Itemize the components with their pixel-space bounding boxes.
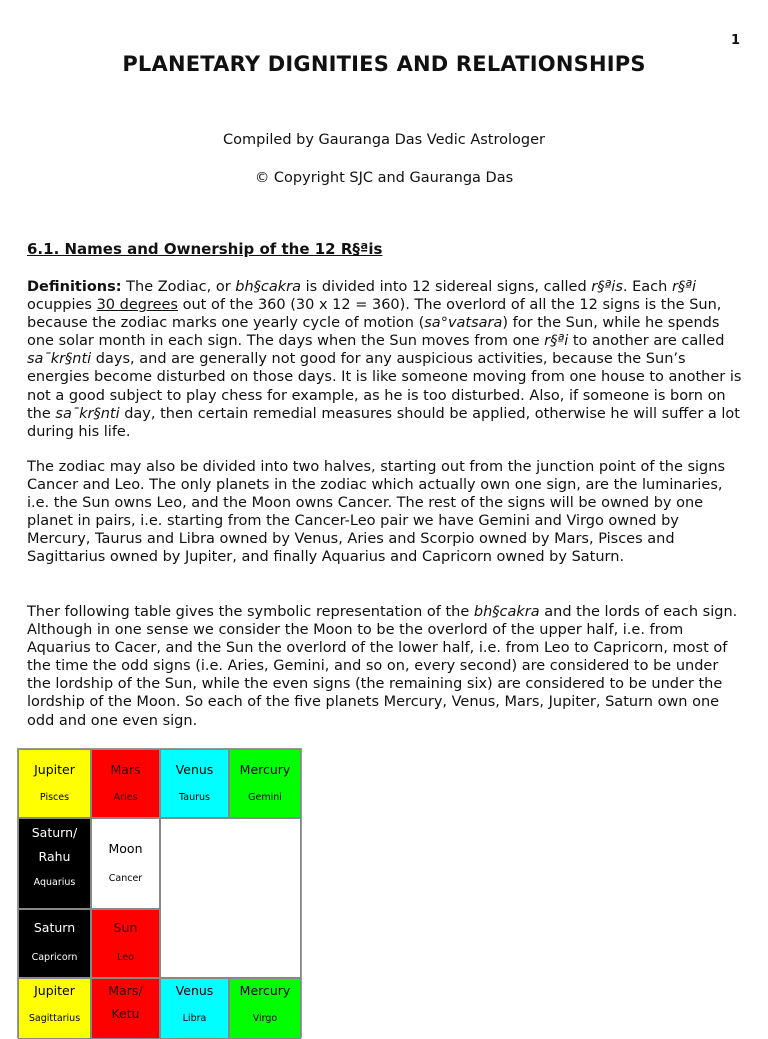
cell-sign: Virgo [252, 1013, 278, 1024]
cell-sign: Leo [117, 952, 134, 963]
cell-planet: Venus [175, 983, 214, 998]
cell-sign: Taurus [179, 792, 210, 803]
p1-text: out of the 360 (30 x 12 = 360). The overlord of all the 12 signs is the Sun, because the zodiac marks one yearly cycle of motion ( [27, 297, 722, 332]
cell-sign: Gemini [248, 792, 282, 803]
zodiac-cell-scorpio [91, 978, 160, 1039]
underlined-30-degrees: 30 degrees [96, 297, 178, 314]
p1-text: is divided into 12 sidereal signs, called [301, 279, 592, 295]
zodiac-cell-capricorn [18, 909, 91, 978]
cell-planet-line2: Rahu [38, 849, 71, 864]
cell-planet-line1: Saturn/ [31, 825, 78, 840]
document-title: PLANETARY DIGNITIES AND RELATIONSHIPS [122, 52, 646, 76]
cell-sign: Aries [113, 792, 138, 803]
p1-text: ) for the Sun, while he spends one solar month in each sign. The days when the Sun moves from one [27, 315, 720, 350]
zodiac-cell-libra [160, 978, 229, 1039]
page-number: 1 [731, 33, 741, 48]
term-rasis: r§ªis [591, 279, 623, 295]
definitions-label: Definitions: [27, 279, 122, 295]
zodiac-center-area [160, 818, 301, 978]
table-intro-paragraph [27, 603, 743, 730]
term-samvatsara: sa°vatsara [424, 315, 503, 332]
cell-planet: Jupiter [34, 762, 75, 777]
term-bhacakra: bh§cakra [235, 279, 302, 295]
cell-sign: Capricorn [31, 952, 78, 963]
zodiac-cell-taurus [160, 749, 229, 818]
zodiac-cell-leo [91, 909, 160, 978]
copyright-line: © Copyright SJC and Gauranga Das [254, 170, 514, 186]
zodiac-halves-paragraph: The zodiac may also be divided into two halves, starting out from the junction point of the signs Cancer and Leo. The only planets in the zodiac which actually own one sign, are the luminaries, i.e. the Sun owns Leo, and the Moon owns Cancer. The rest of the signs will be owned by one planet in pairs, i.e. starting from the Cancer-Leo pair we have Gemini and Virgo owned by Mercury, Taurus and Libra owned by Venus, Aries and Scorpio owned by Mars, Pisces and Sagittarius owned by Jupiter, and finally Aquarius and Capricorn owned by Saturn. [27, 459, 726, 566]
zodiac-cell-cancer [91, 818, 160, 909]
term-sankranti: sa¯kr§nti [55, 405, 120, 422]
term-sankranti: sa¯kr§nti [27, 351, 92, 368]
cell-sign: Pisces [39, 792, 70, 803]
cell-planet-line2: Ketu [111, 1006, 140, 1021]
section-heading: 6.1. Names and Ownership of the 12 R§ªis [27, 240, 383, 258]
zodiac-cell-sagittarius [18, 978, 91, 1039]
zodiac-cell-virgo [229, 978, 301, 1039]
cell-planet: Saturn [33, 920, 76, 935]
cell-planet: Jupiter [34, 983, 75, 998]
cell-planet: Sun [113, 920, 138, 935]
p3-text: Ther following table gives the symbolic representation of the [27, 604, 474, 620]
term-bhacakra: bh§cakra [473, 604, 540, 620]
p1-text: days, and are generally not good for any auspicious activities, because the Sun’s energies become disturbed on those days. It is like someone moving from one house to another is not a good subject to play chess for example, as he is too disturbed. Also, if someone is born on the [27, 351, 742, 422]
cell-planet: Mercury [239, 762, 291, 777]
definitions-paragraph [27, 278, 743, 441]
p1-text: . Each [622, 279, 672, 295]
p1-text: ocuppies [27, 297, 97, 314]
term-rasi: r§ªi [544, 333, 569, 350]
zodiac-cell-gemini [229, 749, 301, 818]
zodiac-chart [17, 748, 302, 1038]
cell-planet: Mercury [239, 983, 291, 998]
cell-sign: Libra [182, 1013, 207, 1024]
zodiac-cell-pisces [18, 749, 91, 818]
p1-text: day, then certain remedial measures should be applied, otherwise he will suffer a lot during his life. [27, 405, 740, 440]
cell-planet: Venus [175, 762, 214, 777]
zodiac-cell-aries [91, 749, 160, 818]
p1-text: The Zodiac, or [121, 279, 236, 295]
compiled-by-line: Compiled by Gauranga Das Vedic Astrologer [223, 132, 545, 148]
cell-sign: Cancer [108, 873, 143, 884]
p1-text: to another are called [568, 333, 725, 350]
cell-sign: Aquarius [33, 877, 76, 888]
cell-sign: Sagittarius [28, 1013, 81, 1024]
term-rasi: r§ªi [671, 279, 697, 295]
cell-planet-line1: Mars/ [108, 983, 143, 998]
p3-text: and the lords of each sign. Although in one sense we consider the Moon to be the overlord of the upper half, i.e. from Aquarius to Cacer, and the Sun the overlord of the lower half, i.e. from Leo to Capricorn, most of the time the odd signs (i.e. Aries, Gemini, and so on, every second) are considered to be under the lordship of the Sun, while the even signs (the remaining six) are considered to be under the lordship of the Moon. So each of the five planets Mercury, Venus, Mars, Jupiter, Saturn own one odd and one even sign. [27, 604, 738, 729]
cell-planet: Mars [110, 762, 141, 777]
zodiac-cell-aquarius [18, 818, 91, 909]
cell-planet: Moon [108, 841, 143, 856]
